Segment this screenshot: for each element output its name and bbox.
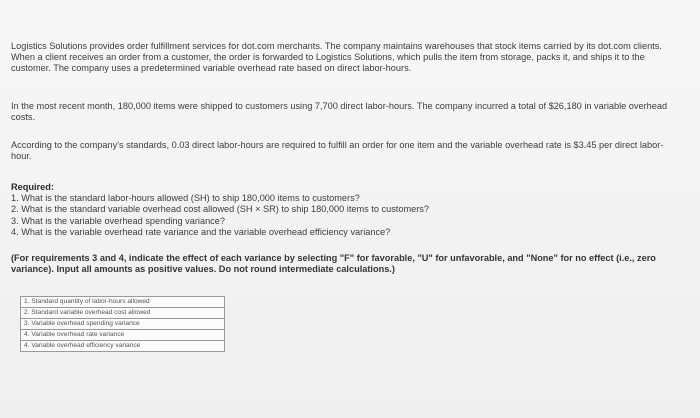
answer-row xyxy=(21,297,225,308)
problem-paragraph-actuals xyxy=(11,101,681,123)
row-label: 2. Standard variable overhead cost allowed xyxy=(21,308,225,319)
row-label: 4. Variable overhead rate variance xyxy=(21,330,225,341)
row-label: 3. Variable overhead spending variance xyxy=(21,319,225,330)
required-item-4: 4. What is the variable overhead rate variance and the variable overhead efficiency variance? xyxy=(11,226,391,237)
intro-text: Logistics Solutions provides order fulfillment services for dot.com merchants. The company maintains warehouses that stock items carried by its dot.com clients. When a client receives an order from a customer, the order is forwarded to Logistics Solutions, which pulls the item from storage, packs it, and ships it to the customer. The company uses a predetermined variable overhead rate based on direct labor-hours. xyxy=(11,41,662,74)
required-title: Required: xyxy=(11,182,54,192)
row-label: 1. Standard quantity of labor-hours allowed xyxy=(21,297,225,308)
instructions-text: (For requirements 3 and 4, indicate the effect of each variance by selecting "F" for favorable, "U" for unfavorable, and "None" for no effect (i.e., zero variance). Input all amounts as positive values. Do not round intermediate calculations.) xyxy=(11,253,656,275)
answer-row xyxy=(21,319,225,330)
required-section xyxy=(11,182,681,238)
actuals-text: In the most recent month, 180,000 items were shipped to customers using 7,700 direct labor-hours. The company incurred a total of $26,180 in variable overhead costs. xyxy=(11,101,668,123)
answer-table xyxy=(20,296,225,352)
standards-text: According to the company's standards, 0.03 direct labor-hours are required to fulfill an order for one item and the variable overhead rate is $3.45 per direct labor-hour. xyxy=(11,140,664,162)
answer-row xyxy=(21,341,225,352)
row-label: 4. Variable overhead efficiency variance xyxy=(21,341,225,352)
problem-paragraph-intro xyxy=(11,41,681,75)
required-item-1: 1. What is the standard labor-hours allowed (SH) to ship 180,000 items to customers? xyxy=(11,193,360,204)
required-item-3: 3. What is the variable overhead spending variance? xyxy=(11,215,225,226)
required-item-2: 2. What is the standard variable overhead cost allowed (SH × SR) to ship 180,000 items to customers? xyxy=(11,204,429,215)
instructions xyxy=(11,253,671,275)
answer-row xyxy=(21,330,225,341)
answer-row xyxy=(21,308,225,319)
problem-paragraph-standards xyxy=(11,140,681,162)
